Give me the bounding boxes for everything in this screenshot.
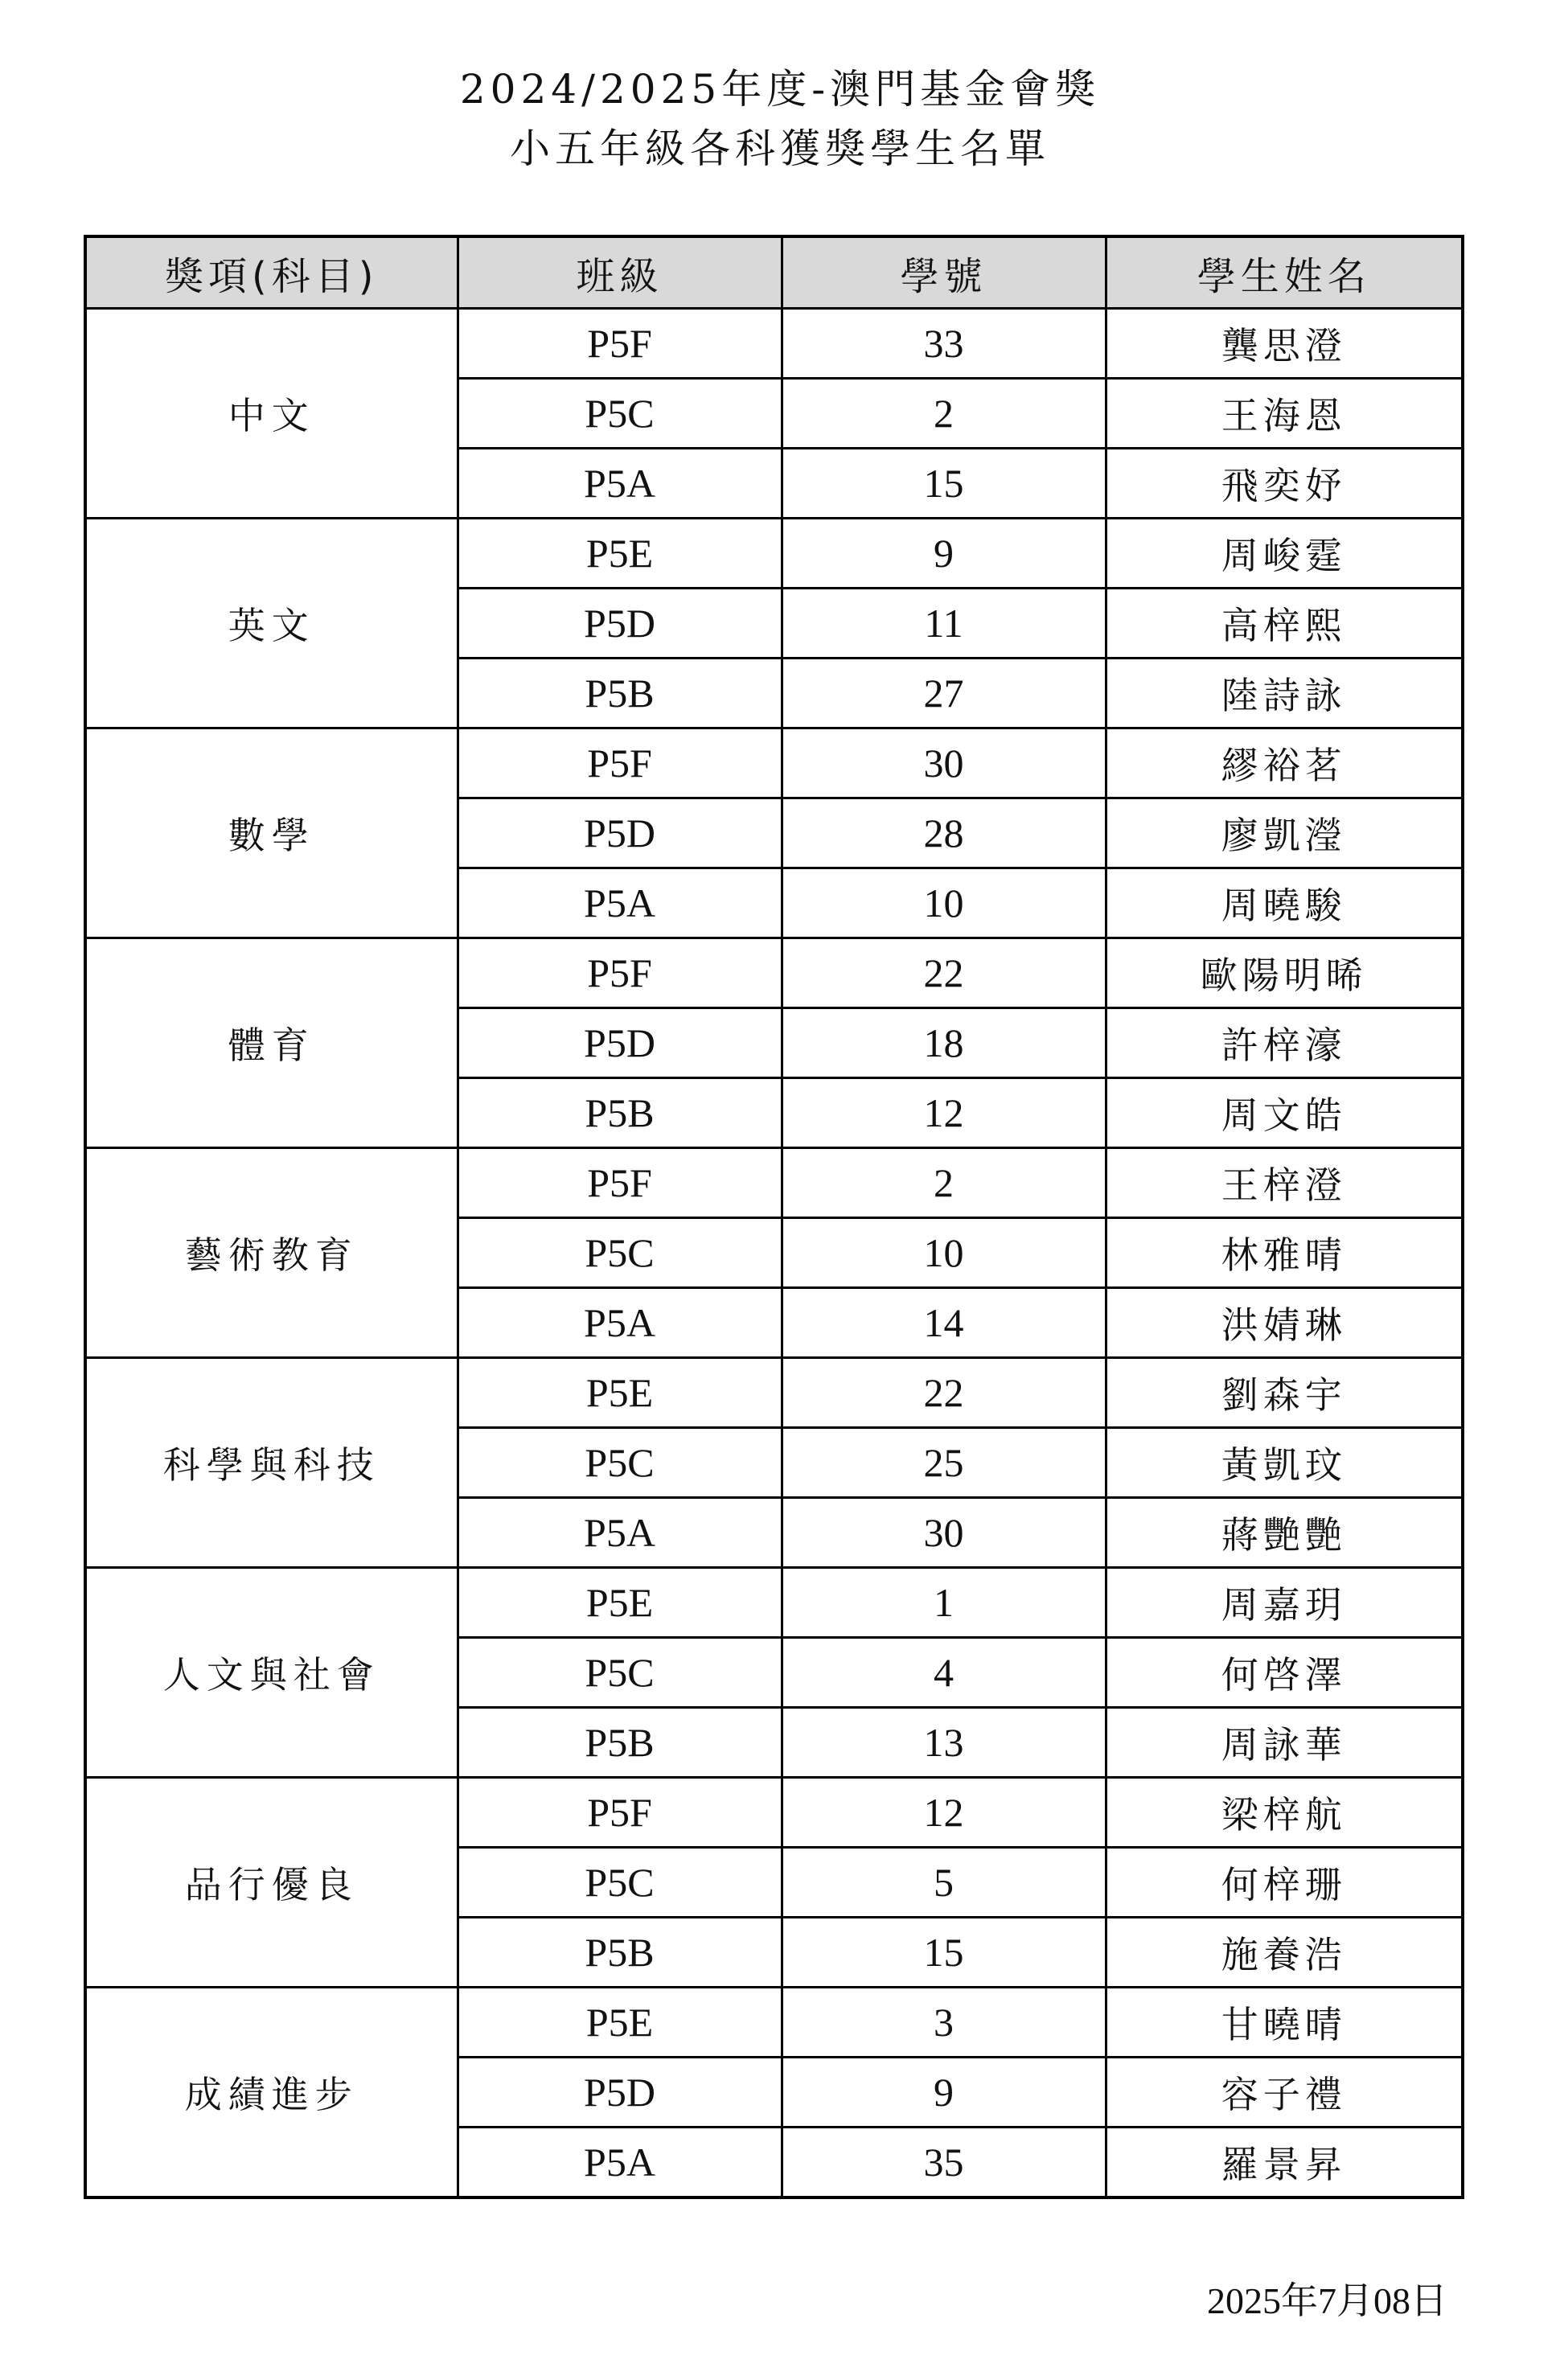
student-name-cell: 高梓熙 (1106, 589, 1463, 659)
class-cell: P5D (458, 798, 782, 868)
student-name-cell: 周嘉玥 (1106, 1568, 1463, 1638)
class-cell: P5C (458, 1218, 782, 1288)
class-cell: P5E (458, 1358, 782, 1428)
student-number-cell: 5 (782, 1848, 1106, 1918)
class-cell: P5F (458, 1778, 782, 1848)
class-cell: P5D (458, 1008, 782, 1078)
class-cell: P5A (458, 868, 782, 938)
award-subject-cell: 人文與社會 (85, 1568, 458, 1778)
student-name-cell: 梁梓航 (1106, 1778, 1463, 1848)
award-subject-cell: 數學 (85, 728, 458, 938)
student-name-cell: 林雅晴 (1106, 1218, 1463, 1288)
issue-date: 2025年7月08日 (1207, 2280, 1447, 2321)
student-number-cell: 10 (782, 868, 1106, 938)
header-award-subject: 獎項(科目) (85, 236, 458, 309)
student-name-cell: 周詠華 (1106, 1708, 1463, 1778)
student-name-cell: 蔣艷艷 (1106, 1498, 1463, 1568)
class-cell: P5B (458, 1708, 782, 1778)
student-number-cell: 25 (782, 1428, 1106, 1498)
class-cell: P5F (458, 1148, 782, 1218)
table-row (85, 1988, 1463, 2058)
student-number-cell: 22 (782, 938, 1106, 1008)
award-subject-cell: 成績進步 (85, 1988, 458, 2198)
student-number-cell: 2 (782, 379, 1106, 449)
student-number-cell: 12 (782, 1778, 1106, 1848)
student-number-cell: 14 (782, 1288, 1106, 1358)
class-cell: P5C (458, 1638, 782, 1708)
table-row (85, 1568, 1463, 1638)
table-header (85, 236, 1463, 309)
student-number-cell: 15 (782, 1918, 1106, 1988)
student-name-cell: 王梓澄 (1106, 1148, 1463, 1218)
class-cell: P5A (458, 1498, 782, 1568)
student-number-cell: 3 (782, 1988, 1106, 2058)
table-row (85, 728, 1463, 798)
student-number-cell: 11 (782, 589, 1106, 659)
student-number-cell: 10 (782, 1218, 1106, 1288)
student-number-cell: 4 (782, 1638, 1106, 1708)
student-name-cell: 何梓珊 (1106, 1848, 1463, 1918)
table-row (85, 309, 1463, 379)
awards-table (84, 235, 1464, 2199)
class-cell: P5D (458, 589, 782, 659)
class-cell: P5E (458, 519, 782, 589)
student-name-cell: 龔思澄 (1106, 309, 1463, 379)
award-subject-cell: 科學與科技 (85, 1358, 458, 1568)
class-cell: P5C (458, 1848, 782, 1918)
class-cell: P5B (458, 1918, 782, 1988)
award-subject-cell: 中文 (85, 309, 458, 519)
student-number-cell: 1 (782, 1568, 1106, 1638)
header-student-number: 學號 (782, 236, 1106, 309)
student-number-cell: 22 (782, 1358, 1106, 1428)
student-number-cell: 2 (782, 1148, 1106, 1218)
student-name-cell: 許梓濠 (1106, 1008, 1463, 1078)
student-name-cell: 黃凱玟 (1106, 1428, 1463, 1498)
class-cell: P5A (458, 2128, 782, 2198)
student-name-cell: 劉森宇 (1106, 1358, 1463, 1428)
table-row (85, 1148, 1463, 1218)
student-name-cell: 王海恩 (1106, 379, 1463, 449)
table-body (85, 309, 1463, 2198)
document-subtitle: 小五年級各科獲獎學生名單 (510, 125, 1050, 172)
award-subject-cell: 品行優良 (85, 1778, 458, 1988)
table-row (85, 519, 1463, 589)
class-cell: P5F (458, 309, 782, 379)
student-name-cell: 甘曉晴 (1106, 1988, 1463, 2058)
class-cell: P5E (458, 1988, 782, 2058)
student-number-cell: 15 (782, 449, 1106, 519)
student-number-cell: 33 (782, 309, 1106, 379)
student-name-cell: 容子禮 (1106, 2058, 1463, 2128)
student-number-cell: 28 (782, 798, 1106, 868)
award-subject-cell: 藝術教育 (85, 1148, 458, 1358)
award-subject-cell: 體育 (85, 938, 458, 1148)
student-number-cell: 12 (782, 1078, 1106, 1148)
header-student-name: 學生姓名 (1106, 236, 1463, 309)
class-cell: P5A (458, 449, 782, 519)
table-row (85, 1358, 1463, 1428)
header-row (85, 236, 1463, 309)
student-name-cell: 廖凱瀅 (1106, 798, 1463, 868)
class-cell: P5E (458, 1568, 782, 1638)
student-number-cell: 9 (782, 2058, 1106, 2128)
student-name-cell: 周文皓 (1106, 1078, 1463, 1148)
student-name-cell: 周曉駿 (1106, 868, 1463, 938)
student-number-cell: 30 (782, 1498, 1106, 1568)
student-name-cell: 洪婧琳 (1106, 1288, 1463, 1358)
class-cell: P5A (458, 1288, 782, 1358)
class-cell: P5D (458, 2058, 782, 2128)
class-cell: P5C (458, 1428, 782, 1498)
student-name-cell: 羅景昇 (1106, 2128, 1463, 2198)
student-name-cell: 陸詩詠 (1106, 659, 1463, 728)
class-cell: P5B (458, 659, 782, 728)
student-number-cell: 18 (782, 1008, 1106, 1078)
award-subject-cell: 英文 (85, 519, 458, 728)
class-cell: P5F (458, 938, 782, 1008)
student-name-cell: 歐陽明晞 (1106, 938, 1463, 1008)
student-name-cell: 施養浩 (1106, 1918, 1463, 1988)
student-number-cell: 30 (782, 728, 1106, 798)
student-name-cell: 飛奕妤 (1106, 449, 1463, 519)
class-cell: P5C (458, 379, 782, 449)
student-number-cell: 27 (782, 659, 1106, 728)
student-number-cell: 9 (782, 519, 1106, 589)
document-title: 2024/2025年度-澳門基金會獎 (459, 66, 1101, 113)
student-name-cell: 繆裕茗 (1106, 728, 1463, 798)
table-row (85, 938, 1463, 1008)
table-row (85, 1778, 1463, 1848)
class-cell: P5B (458, 1078, 782, 1148)
student-number-cell: 35 (782, 2128, 1106, 2198)
student-name-cell: 周峻霆 (1106, 519, 1463, 589)
student-name-cell: 何啓澤 (1106, 1638, 1463, 1708)
student-number-cell: 13 (782, 1708, 1106, 1778)
header-class: 班級 (458, 236, 782, 309)
class-cell: P5F (458, 728, 782, 798)
